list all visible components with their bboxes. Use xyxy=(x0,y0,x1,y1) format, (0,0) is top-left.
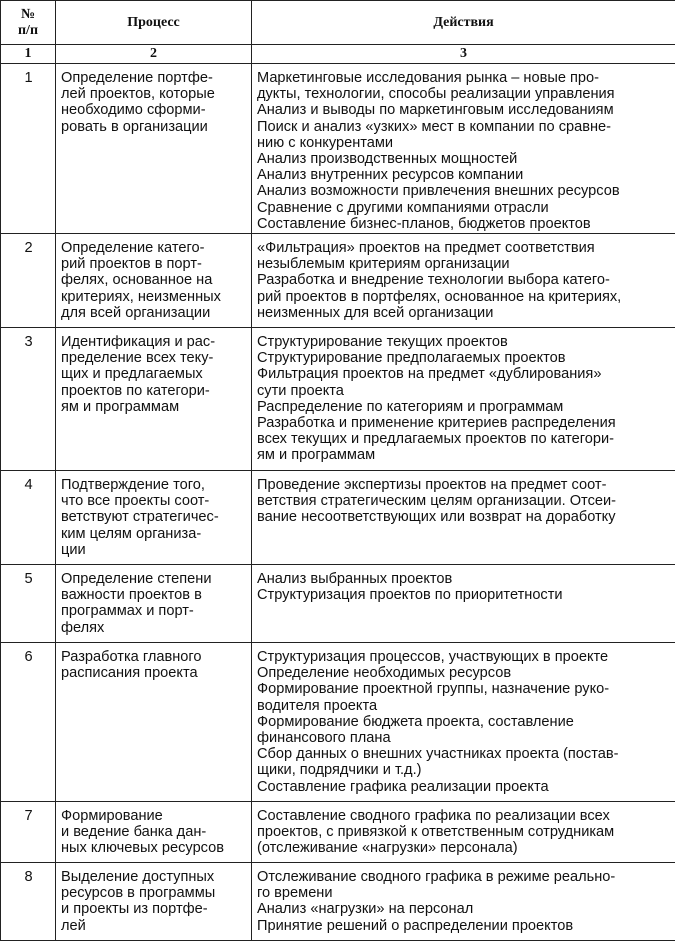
process-line: Подтверждение того, xyxy=(61,477,205,493)
action-line: «Фильтрация» проектов на предмет соответствия xyxy=(257,240,595,256)
process-line: ресурсов в программы xyxy=(61,885,216,902)
header-number-line2: п/п xyxy=(17,22,39,38)
action-line: Структурирование предполагаемых проектов xyxy=(257,350,566,367)
process-line: важности проектов в xyxy=(61,587,202,604)
row-process xyxy=(56,863,252,941)
action-line: Анализ внутренних ресурсов компании xyxy=(257,167,524,184)
action-line: Составление графика реализации проекта xyxy=(257,778,549,795)
action-line: незыблемым критериям организации xyxy=(257,256,510,273)
action-line: финансового плана xyxy=(257,730,391,747)
row-process xyxy=(56,802,252,863)
action-line: Поиск и анализ «узких» мест в компании по сравне- xyxy=(257,118,612,135)
action-line: Маркетинговые исследования рынка – новые про- xyxy=(257,70,600,86)
process-line: Выделение доступных xyxy=(61,869,215,885)
process-line: ции xyxy=(61,541,86,558)
process-line: что все проекты соот- xyxy=(61,493,210,510)
row-actions xyxy=(252,328,675,471)
table-row xyxy=(1,64,675,234)
action-line: Распределение по категориям и программам xyxy=(257,398,564,415)
row-actions xyxy=(252,802,675,863)
column-number-3: 3 xyxy=(252,45,675,64)
row-process xyxy=(56,565,252,643)
action-line: (отслеживание «нагрузки» персонала) xyxy=(257,840,518,857)
process-line: и ведение банка дан- xyxy=(61,824,207,841)
process-line: Идентификация и рас- xyxy=(61,334,216,350)
action-line: Разработка и внедрение технологии выбора катего- xyxy=(257,272,610,289)
action-line: Структурирование текущих проектов xyxy=(257,334,508,350)
action-line: ям и программам xyxy=(257,447,376,464)
action-line: Анализ выбранных проектов xyxy=(257,571,453,587)
table-row xyxy=(1,328,675,471)
action-line: щики, подрядчики и т.д.) xyxy=(257,762,422,779)
process-line: лей проектов, которые xyxy=(61,86,215,103)
process-line: ровать в организации xyxy=(61,118,208,135)
action-line: Отслеживание сводного графика в режиме реально- xyxy=(257,869,616,885)
process-line: Определение катего- xyxy=(61,240,205,256)
process-line: рий проектов в порт- xyxy=(61,256,202,273)
row-number: 2 xyxy=(1,234,56,328)
action-line: Сбор данных о внешних участниках проекта (постав- xyxy=(257,746,619,763)
row-actions xyxy=(252,643,675,802)
process-line: фелях xyxy=(61,619,105,636)
action-line: ветствия стратегическим целям организации. Отсеи- xyxy=(257,493,616,510)
action-line: Составление бизнес-планов, бюджетов проектов xyxy=(257,215,591,232)
action-line: нию с конкурентами xyxy=(257,134,394,151)
process-line: ветствуют стратегичес- xyxy=(61,509,219,526)
process-line: ных ключевых ресурсов xyxy=(61,840,225,857)
table-row xyxy=(1,863,675,941)
action-line: Разработка и применение критериев распределения xyxy=(257,415,616,432)
action-line: го времени xyxy=(257,885,333,902)
column-number-2: 2 xyxy=(56,45,252,64)
process-line: ким целям организа- xyxy=(61,525,202,542)
row-actions xyxy=(252,471,675,565)
table-body xyxy=(1,64,675,941)
table-row xyxy=(1,565,675,643)
action-line: Анализ производственных мощностей xyxy=(257,151,518,168)
process-line: и проекты из портфе- xyxy=(61,901,208,918)
action-line: проектов, с привязкой к ответственным сотрудникам xyxy=(257,824,615,841)
table-row xyxy=(1,643,675,802)
row-actions xyxy=(252,863,675,941)
table-row xyxy=(1,234,675,328)
action-line: всех текущих и предлагаемых проектов по категори- xyxy=(257,431,615,448)
row-process xyxy=(56,234,252,328)
action-line: неизменных для всей организации xyxy=(257,304,494,321)
action-line: Анализ «нагрузки» на персонал xyxy=(257,901,474,918)
header-actions: Действия xyxy=(252,1,675,45)
process-line: Определение портфе- xyxy=(61,70,213,86)
action-line: Формирование проектной группы, назначение руко- xyxy=(257,681,610,698)
process-line: фелях, основанное на xyxy=(61,272,213,289)
action-line: Структуризация процессов, участвующих в проекте xyxy=(257,649,609,665)
row-actions xyxy=(252,565,675,643)
action-line: Структуризация проектов по приоритетности xyxy=(257,587,563,604)
column-number-1: 1 xyxy=(1,45,56,64)
process-line: проектов по категори- xyxy=(61,382,210,399)
row-process xyxy=(56,64,252,234)
row-number: 6 xyxy=(1,643,56,802)
header-number xyxy=(1,1,56,45)
process-line: расписания проекта xyxy=(61,665,198,682)
process-line: Определение степени xyxy=(61,571,212,587)
process-line: щих и предлагаемых xyxy=(61,366,203,383)
row-number: 4 xyxy=(1,471,56,565)
row-number: 1 xyxy=(1,64,56,234)
row-process xyxy=(56,328,252,471)
row-number: 3 xyxy=(1,328,56,471)
row-number: 5 xyxy=(1,565,56,643)
row-number: 7 xyxy=(1,802,56,863)
row-actions xyxy=(252,64,675,234)
header-process: Процесс xyxy=(56,1,252,45)
table-row xyxy=(1,471,675,565)
action-line: Принятие решений о распределении проектов xyxy=(257,917,574,934)
row-process xyxy=(56,643,252,802)
action-line: Формирование бюджета проекта, составление xyxy=(257,713,574,730)
process-line: лей xyxy=(61,917,86,934)
action-line: дукты, технологии, способы реализации управления xyxy=(257,86,615,103)
action-line: рий проектов в портфелях, основанное на критериях, xyxy=(257,288,622,305)
row-number: 8 xyxy=(1,863,56,941)
header-number-line1: № xyxy=(20,6,36,22)
row-actions xyxy=(252,234,675,328)
process-line: для всей организации xyxy=(61,304,211,321)
action-line: сути проекта xyxy=(257,382,344,399)
row-process xyxy=(56,471,252,565)
process-line: пределение всех теку- xyxy=(61,350,214,367)
process-line: критериях, неизменных xyxy=(61,288,221,305)
process-line: ям и программам xyxy=(61,398,180,415)
action-line: вание несоответствующих или возврат на доработку xyxy=(257,509,616,526)
action-line: Составление сводного графика по реализации всех xyxy=(257,808,610,824)
action-line: Проведение экспертизы проектов на предмет соот- xyxy=(257,477,607,493)
process-line: необходимо сформи- xyxy=(61,102,206,119)
action-line: Анализ возможности привлечения внешних ресурсов xyxy=(257,183,620,200)
process-line: Разработка главного xyxy=(61,649,202,665)
action-line: Сравнение с другими компаниями отрасли xyxy=(257,199,549,216)
action-line: Анализ и выводы по маркетинговым исследованиям xyxy=(257,102,614,119)
header-row xyxy=(1,1,675,45)
table-row xyxy=(1,802,675,863)
action-line: Фильтрация проектов на предмет «дублирования» xyxy=(257,366,602,383)
action-line: Определение необходимых ресурсов xyxy=(257,665,512,682)
action-line: водителя проекта xyxy=(257,697,378,714)
process-line: программах и порт- xyxy=(61,603,194,620)
process-line: Формирование xyxy=(61,808,163,824)
column-number-row xyxy=(1,45,675,64)
